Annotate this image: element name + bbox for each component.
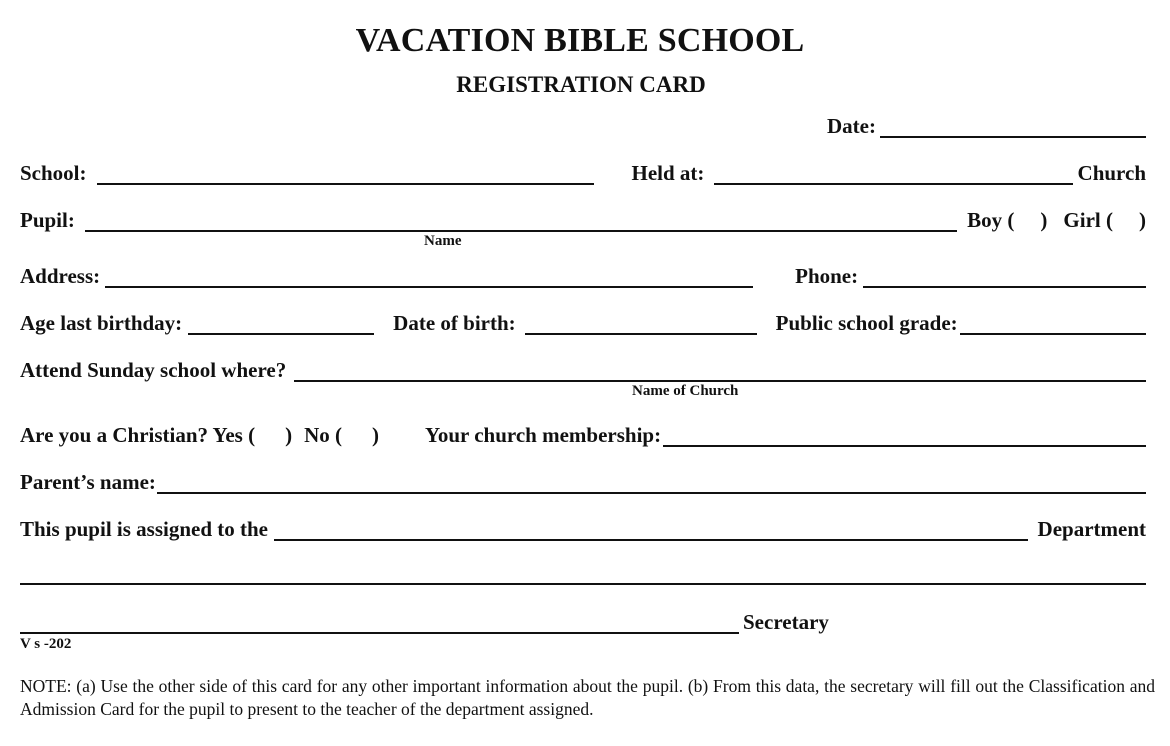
sunday-school-field[interactable]: [294, 358, 1146, 382]
phone-label: Phone:: [795, 264, 859, 288]
held-at-field[interactable]: [714, 161, 1072, 185]
blank-row: [20, 558, 1146, 586]
footer-note: NOTE: (a) Use the other side of this card for any other important information about the pupil. (b) From this data, the secretary will fill out the Classification and Admission Card for the pupil to present to the teacher of the department assigned.: [20, 676, 1155, 719]
secretary-label: Secretary: [743, 610, 829, 634]
no-label: No (: [304, 423, 343, 447]
yes-close: ): [285, 423, 293, 447]
age-field[interactable]: [188, 311, 374, 335]
form-code: V s -202: [20, 636, 72, 652]
yes-checkbox[interactable]: [255, 446, 285, 448]
membership-field[interactable]: [663, 423, 1146, 447]
address-field[interactable]: [105, 264, 753, 288]
secretary-signature-field[interactable]: [20, 610, 739, 634]
christian-row: [20, 420, 1146, 448]
church-name-caption: Name of Church: [632, 383, 739, 399]
school-row: [20, 158, 1146, 186]
dob-label: Date of birth:: [393, 311, 516, 335]
sunday-school-row: [20, 355, 1146, 383]
girl-label: Girl (: [1063, 208, 1113, 232]
sunday-school-label: Attend Sunday school where?: [20, 358, 287, 382]
address-label: Address:: [20, 264, 101, 288]
age-label: Age last birthday:: [20, 311, 183, 335]
assigned-row: [20, 514, 1146, 542]
boy-close: ): [1040, 208, 1048, 232]
membership-label: Your church membership:: [425, 423, 662, 447]
blank-line-field[interactable]: [20, 561, 1146, 585]
date-row: [20, 111, 1146, 139]
card-subtitle: REGISTRATION CARD: [456, 72, 706, 97]
date-label: Date:: [827, 114, 876, 138]
parent-field[interactable]: [157, 470, 1146, 494]
girl-checkbox[interactable]: [1113, 231, 1139, 233]
parent-label: Parent’s name:: [20, 470, 156, 494]
christian-label: Are you a Christian? Yes (: [20, 423, 256, 447]
no-close: ): [372, 423, 380, 447]
school-label: School:: [20, 161, 87, 185]
department-suffix: Department: [1037, 517, 1146, 541]
dob-field[interactable]: [525, 311, 757, 335]
pupil-row: [20, 205, 1146, 233]
church-suffix: Church: [1077, 161, 1146, 185]
phone-field[interactable]: [863, 264, 1146, 288]
no-checkbox[interactable]: [342, 446, 372, 448]
name-caption: Name: [424, 233, 462, 249]
pupil-name-field[interactable]: [85, 208, 957, 232]
held-at-label: Held at:: [631, 161, 705, 185]
date-field[interactable]: [880, 114, 1146, 138]
card-title: VACATION BIBLE SCHOOL: [355, 22, 805, 59]
grade-label: Public school grade:: [775, 311, 958, 335]
age-row: [20, 308, 1146, 336]
boy-label: Boy (: [967, 208, 1015, 232]
parent-row: [20, 467, 1146, 495]
grade-field[interactable]: [960, 311, 1146, 335]
girl-close: ): [1139, 208, 1146, 232]
pupil-label: Pupil:: [20, 208, 75, 232]
assigned-label: This pupil is assigned to the: [20, 517, 269, 541]
secretary-row: [20, 607, 1146, 635]
address-row: [20, 261, 1146, 289]
department-field[interactable]: [274, 517, 1028, 541]
boy-checkbox[interactable]: [1014, 231, 1040, 233]
school-field[interactable]: [97, 161, 594, 185]
